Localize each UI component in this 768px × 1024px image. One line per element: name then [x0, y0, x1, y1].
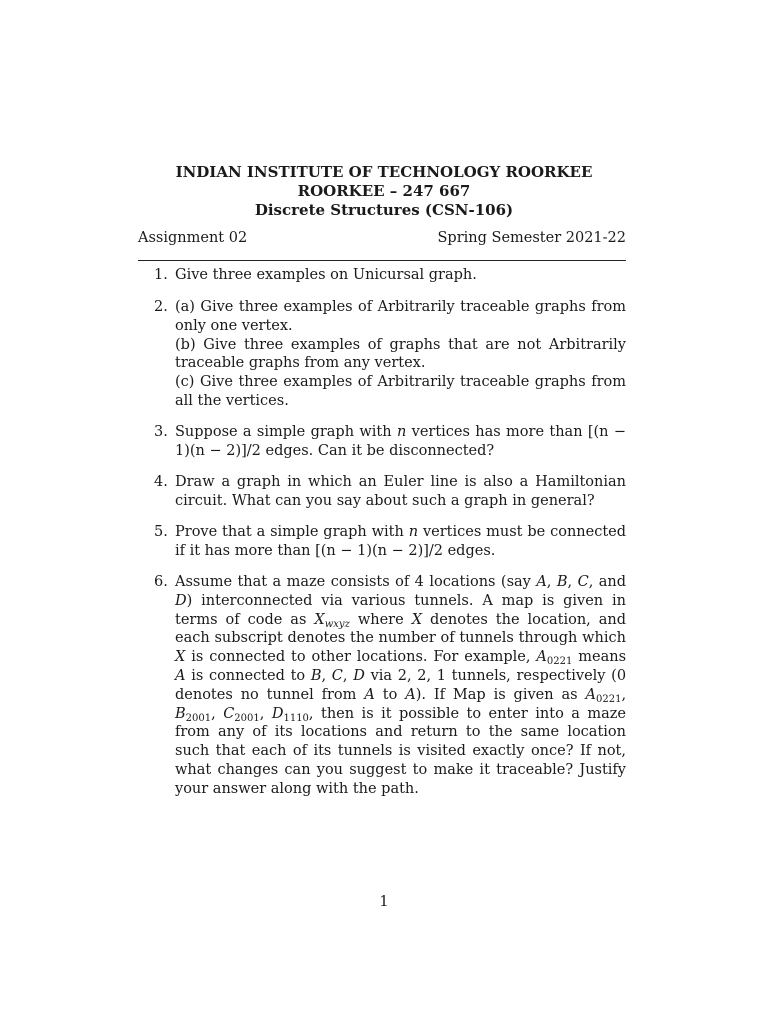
question-6 — [138, 573, 626, 799]
course-title: Discrete Structures (CSN-106) — [254, 201, 514, 219]
assignment-number: Assignment 02 — [138, 230, 248, 246]
question-text: Suppose a simple graph with n vertices has more than [(n − 1)(n − 2)]/2 edges. Can it be disconnected? — [175, 424, 627, 459]
question-2 — [138, 298, 626, 411]
question-text: Give three examples on Unicursal graph. — [175, 267, 477, 283]
institute-location: ROORKEE – 247 667 — [297, 182, 471, 200]
question-part-a: (a) Give three examples of Arbitrarily traceable graphs from only one vertex. — [175, 299, 626, 334]
question-number: 4. — [154, 474, 168, 490]
question-number: 3. — [154, 424, 168, 440]
semester: Spring Semester 2021-22 — [437, 230, 626, 246]
question-text: Draw a graph in which an Euler line is also a Hamiltonian circuit. What can you say about such a graph in general? — [175, 474, 626, 509]
page-number: 1 — [379, 894, 389, 910]
question-number: 5. — [154, 524, 168, 540]
assignment-meta — [138, 230, 626, 246]
question-number: 6. — [154, 574, 168, 590]
question-text: Prove that a simple graph with n vertices must be connected if it has more than [(n − 1)(n − 2)]/2 edges. — [175, 524, 627, 559]
question-4 — [138, 473, 626, 511]
header-divider — [138, 260, 626, 261]
question-number: 1. — [154, 267, 168, 283]
question-part-c: (c) Give three examples of Arbitrarily traceable graphs from all the vertices. — [175, 374, 626, 409]
question-5 — [138, 523, 626, 561]
question-text: Assume that a maze consists of 4 locations (say A, B, C, and D) interconnected via various tunnels. A map is given in terms of code as $X_{wxyz}$ where X denotes the location, and each subscript denotes the number of tunnels through which X is connected to other locations. For example, $A_{0221}$ means A is connected to B, C, D via 2, 2, 1 tunnels, respectively (0 denotes no tunnel from A to A). If Map is given as $A_{0221}$, $B_{2001}$, $C_{2001}$, $D_{1110}$, then is it possible to enter into a maze from any of its locations and return to the same location such that each of its tunnels is visited exactly once? If not, what changes can you suggest to make it traceable? Justify your answer along with the path. — [175, 574, 627, 797]
institute-name: INDIAN INSTITUTE OF TECHNOLOGY ROORKEE — [175, 163, 593, 181]
question-3 — [138, 423, 626, 461]
question-1 — [138, 266, 626, 285]
question-number: 2. — [154, 299, 168, 315]
question-part-b: (b) Give three examples of graphs that are not Arbitrarily traceable graphs from any vertex. — [175, 336, 626, 372]
